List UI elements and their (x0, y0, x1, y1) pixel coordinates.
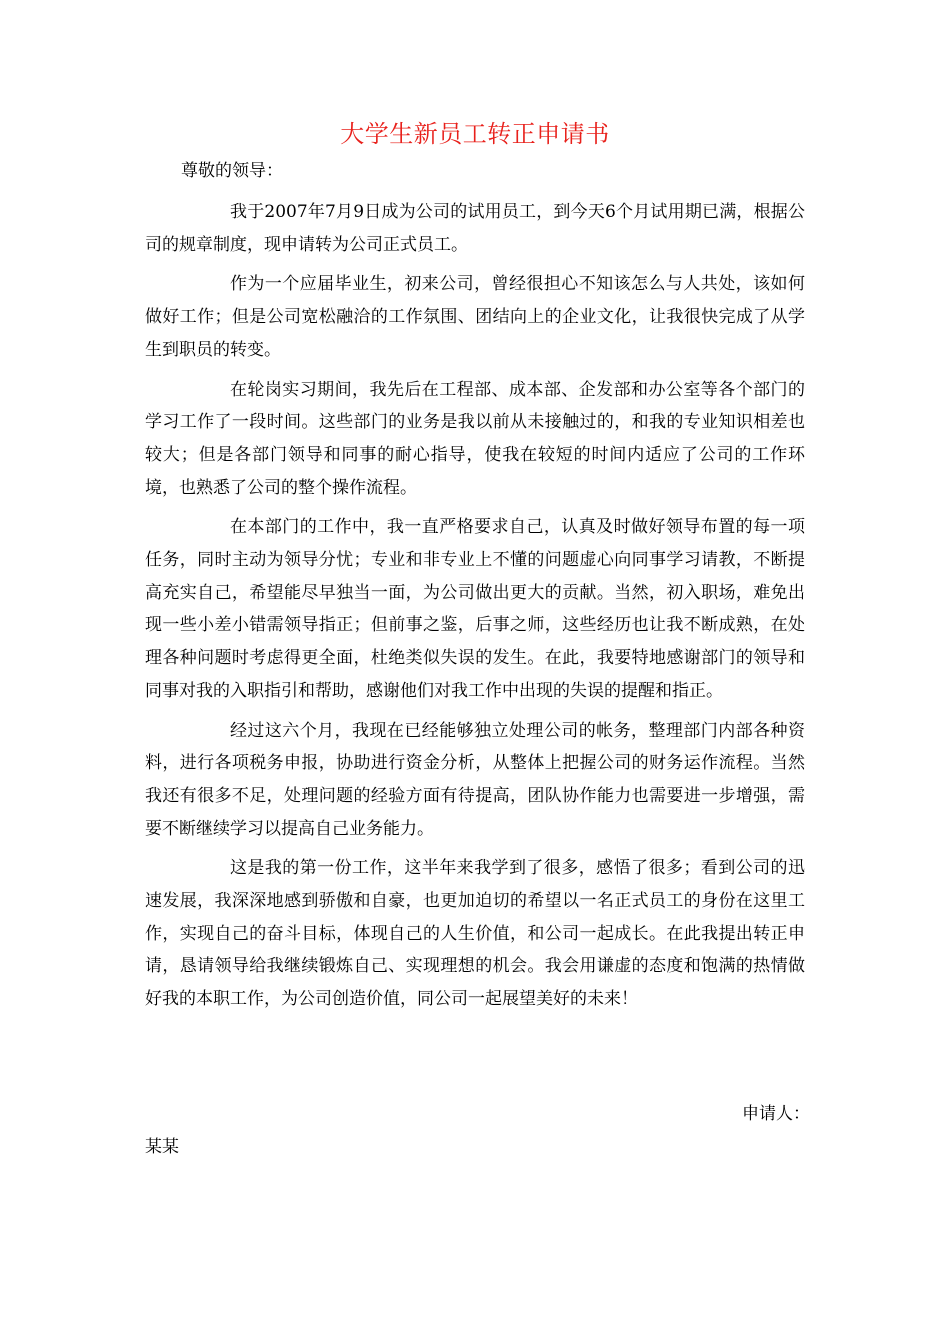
paragraph: 这是我的第一份工作，这半年来我学到了很多，感悟了很多；看到公司的迅速发展，我深深地感到骄傲和自豪，也更加迫切的希望以一名正式员工的身份在这里工作，实现自己的奋斗目标，体现自己的人生价值，和公司一起成长。在此我提出转正申请，恳请领导给我继续锻炼自己、实现理想的机会。我会用谦虚的态度和饱满的热情做好我的本职工作，为公司创造价值，同公司一起展望美好的未来！ (145, 858, 805, 1010)
letter-body (145, 196, 805, 1023)
paragraph: 在本部门的工作中，我一直严格要求自己，认真及时做好领导布置的每一项任务，同时主动为领导分忧；专业和非专业上不懂的问题虚心向同事学习请教，不断提高充实自己，希望能尽早独当一面，为公司做出更大的贡献。当然，初入职场，难免出现一些小差小错需领导指正；但前事之鉴，后事之师，这些经历也让我不断成熟，在处理各种问题时考虑得更全面，杜绝类似失误的发生。在此，我要特地感谢部门的领导和同事对我的入职指引和帮助，感谢他们对我工作中出现的失误的提醒和指正。 (145, 517, 805, 701)
applicant-name: 某某 (145, 1137, 179, 1157)
paragraph: 在轮岗实习期间，我先后在工程部、成本部、企发部和办公室等各个部门的学习工作了一段时间。这些部门的业务是我以前从未接触过的，和我的专业知识相差也较大；但是各部门领导和同事的耐心指导，使我在较短的时间内适应了公司的工作环境，也熟悉了公司的整个操作流程。 (145, 379, 805, 498)
applicant-label: 申请人： (742, 1104, 810, 1124)
salutation: 尊敬的领导： (181, 161, 283, 181)
paragraph: 我于2007年7月9日成为公司的试用员工，到今天6个月试用期已满，根据公司的规章制度，现申请转为公司正式员工。 (145, 202, 805, 255)
paragraph: 经过这六个月，我现在已经能够独立处理公司的帐务，整理部门内部各种资料，进行各项税务申报，协助进行资金分析，从整体上把握公司的财务运作流程。当然我还有很多不足，处理问题的经验方面有待提高，团队协作能力也需要进一步增强，需要不断继续学习以提高自己业务能力。 (145, 720, 805, 839)
document-title: 大学生新员工转正申请书 (340, 120, 610, 148)
paragraph: 作为一个应届毕业生，初来公司，曾经很担心不知该怎么与人共处，该如何做好工作；但是公司宽松融洽的工作氛围、团结向上的企业文化，让我很快完成了从学生到职员的转变。 (145, 274, 805, 360)
